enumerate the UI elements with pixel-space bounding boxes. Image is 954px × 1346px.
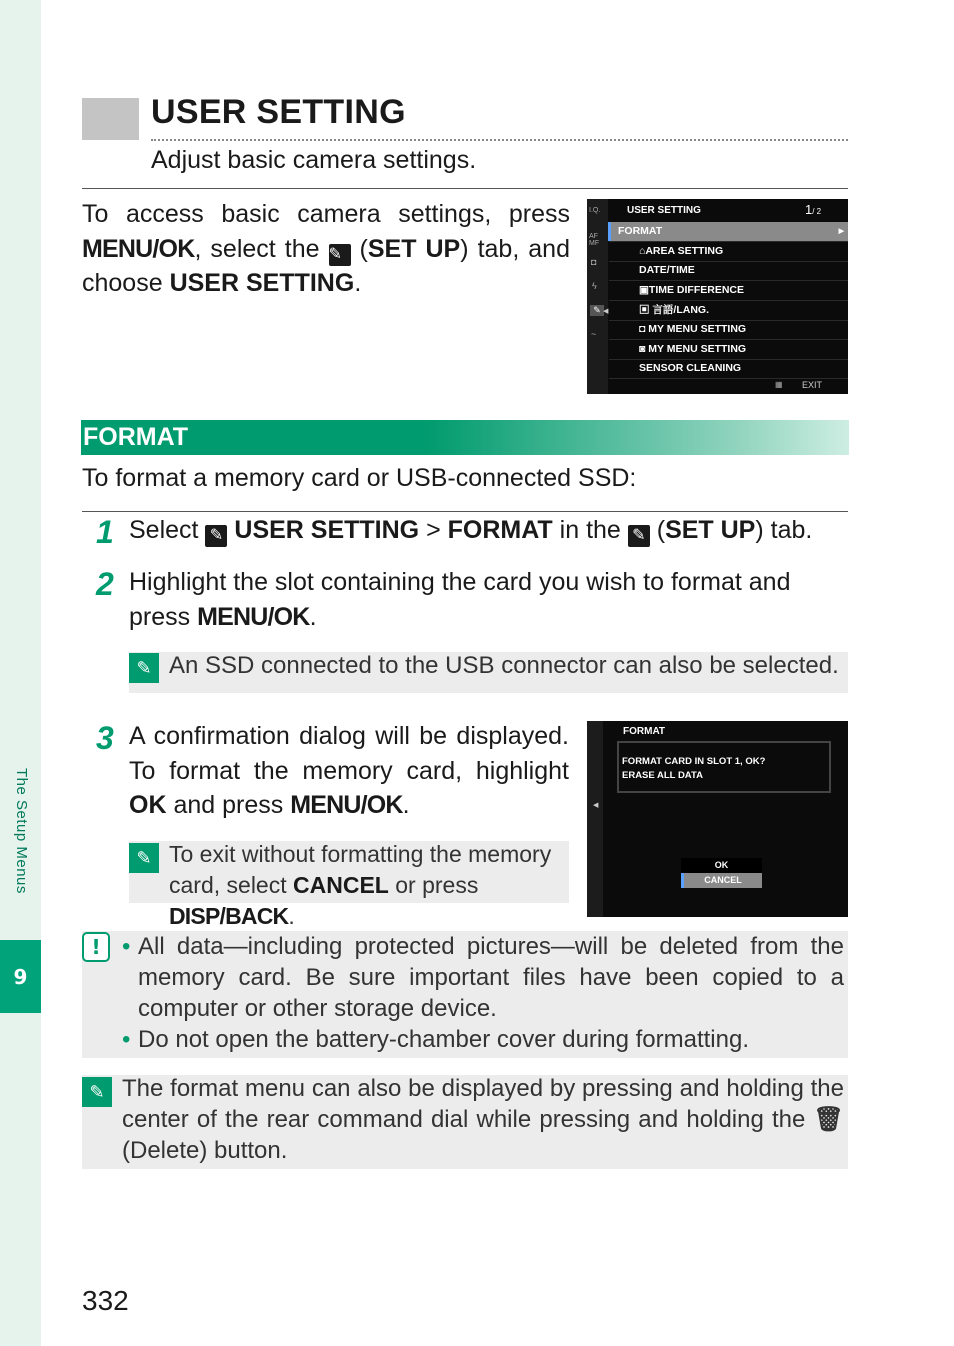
language-icon: ▣ bbox=[639, 304, 653, 316]
chapter-tab[interactable] bbox=[0, 940, 41, 1013]
menu-item-time-difference[interactable]: ▣TIME DIFFERENCE bbox=[609, 281, 848, 301]
tab-connection[interactable]: ~ bbox=[591, 329, 597, 339]
clock-icon: ▣ bbox=[639, 284, 649, 296]
chapter-sidebar bbox=[0, 0, 41, 1346]
menu-ok-key: MENU/OK bbox=[82, 234, 195, 263]
wrench-icon: ✎ bbox=[329, 244, 351, 266]
movie-camera-icon: ◙ bbox=[639, 343, 649, 355]
home-icon: ⌂ bbox=[639, 245, 646, 257]
step-2-note bbox=[129, 652, 848, 693]
left-arrow-icon: ◀ bbox=[603, 308, 609, 315]
menu-item-format[interactable]: FORMAT ▶ bbox=[609, 222, 848, 242]
ok-button[interactable]: OK bbox=[681, 858, 762, 874]
menu-ok-key: MENU/OK bbox=[197, 602, 310, 631]
note-icon: ✎ bbox=[129, 843, 159, 873]
menu-list bbox=[609, 222, 848, 384]
step-number-3: 3 bbox=[96, 720, 114, 756]
dialog-title: FORMAT bbox=[623, 726, 666, 737]
step-3-note-text: To exit without formatting the memory card, select CANCEL or press DISP/BACK. bbox=[169, 841, 552, 929]
step-1-text: Select ✎ USER SETTING > FORMAT in the ✎ (SET UP) tab. bbox=[129, 513, 849, 548]
menu-item-language[interactable]: ▣ 言語/LANG. bbox=[609, 301, 848, 321]
screen-title: USER SETTING bbox=[627, 205, 701, 216]
section-bar bbox=[81, 420, 849, 455]
tab-column bbox=[587, 199, 608, 394]
step-2-text: Highlight the slot containing the card you wish to format and press MENU/OK. bbox=[129, 568, 791, 631]
step-number-2: 2 bbox=[96, 566, 114, 602]
page-title: USER SETTING bbox=[151, 93, 406, 131]
intro-paragraph: To access basic camera settings, press MENU/OK, select the ✎ (SET UP) tab, and choose USER SETTING. bbox=[82, 200, 570, 297]
tab-setup[interactable]: ✎ bbox=[590, 305, 604, 316]
page-subtitle: Adjust basic camera settings. bbox=[151, 146, 477, 174]
step-3-text: A confirmation dialog will be displayed. To format the memory card, highlight OK and press MENU/OK. bbox=[129, 722, 569, 819]
step-number-1: 1 bbox=[96, 514, 114, 550]
tab-flash[interactable]: ϟ bbox=[592, 281, 597, 291]
warning-bullet-1: • All data—including protected pictures—will be deleted from the memory card. Be sure important files have been copied to a computer or other storage device. bbox=[122, 933, 844, 1022]
tab-af[interactable]: AF MF bbox=[589, 233, 600, 247]
note-icon: ✎ bbox=[82, 1077, 112, 1107]
warning-bullets bbox=[122, 931, 844, 1055]
left-arrow-icon: ◀ bbox=[593, 802, 599, 809]
chapter-label: The Setup Menus bbox=[13, 768, 30, 894]
wrench-icon: ✎ bbox=[628, 525, 650, 547]
heading-marker bbox=[82, 98, 139, 140]
trash-icon: 🗑 bbox=[813, 1106, 844, 1133]
menu-ok-key: MENU/OK bbox=[290, 791, 403, 819]
camera-screen-user-setting bbox=[587, 199, 848, 394]
page-number: 332 bbox=[82, 1285, 129, 1316]
step-2-note-text: An SSD connected to the USB connector can also be selected. bbox=[169, 652, 839, 679]
step-3-note bbox=[129, 841, 569, 929]
menu-item-my-menu-movie[interactable]: ◙ MY MENU SETTING bbox=[609, 340, 848, 360]
menu-item-sensor-cleaning[interactable]: SENSOR CLEANING bbox=[609, 359, 848, 379]
cancel-button[interactable]: CANCEL bbox=[681, 873, 762, 888]
tip-box bbox=[82, 1075, 848, 1169]
chapter-number: 9 bbox=[13, 964, 28, 989]
warning-bullet-2: • Do not open the battery-chamber cover during formatting. bbox=[122, 1026, 749, 1053]
tab-iq[interactable]: I.Q. bbox=[589, 207, 601, 214]
header-rule bbox=[82, 188, 848, 189]
tab-shooting[interactable]: ◘ bbox=[591, 257, 597, 267]
tip-text: The format menu can also be displayed by pressing and holding the center of the rear command dial while pressing and holding the 🗑 (Delete) button. bbox=[122, 1075, 844, 1164]
wrench-icon: ✎ bbox=[205, 525, 227, 547]
warning-box bbox=[82, 931, 848, 1058]
section-intro: To format a memory card or USB-connected SSD: bbox=[82, 464, 637, 492]
menu-item-area-setting[interactable]: ⌂AREA SETTING bbox=[609, 242, 848, 262]
menu-item-my-menu-photo[interactable]: ◘ MY MENU SETTING bbox=[609, 320, 848, 340]
back-button-icon: ▦ bbox=[775, 380, 783, 389]
confirm-message-line-1: FORMAT CARD IN SLOT 1, OK? bbox=[622, 756, 766, 767]
camera-screen-format bbox=[587, 721, 848, 917]
camera-icon: ◘ bbox=[639, 323, 649, 335]
caution-icon: ! bbox=[82, 932, 110, 962]
section-rule bbox=[82, 511, 848, 512]
confirm-message-box bbox=[617, 741, 831, 793]
confirm-message-line-2: ERASE ALL DATA bbox=[622, 770, 703, 781]
note-icon: ✎ bbox=[129, 653, 159, 683]
section-title: FORMAT bbox=[83, 423, 189, 451]
menu-item-date-time[interactable]: DATE/TIME bbox=[609, 261, 848, 281]
page-indicator: 1/ 2 bbox=[805, 202, 822, 217]
disp-back-key: DISP/BACK bbox=[169, 903, 289, 929]
exit-label[interactable]: EXIT bbox=[802, 380, 823, 390]
title-divider bbox=[151, 139, 848, 141]
tab-column bbox=[587, 721, 603, 917]
